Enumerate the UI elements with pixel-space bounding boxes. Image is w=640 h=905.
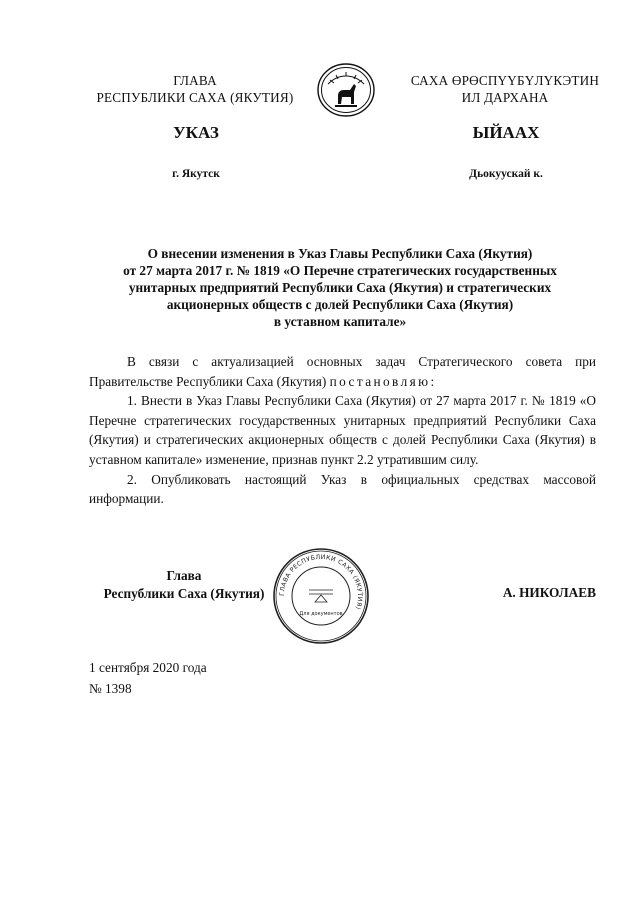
republic-emblem-icon — [316, 62, 376, 118]
header-left-line2: РЕСПУБЛИКИ САХА (ЯКУТИЯ) — [96, 90, 294, 105]
signature-position-line1: Глава — [166, 568, 202, 583]
seal-ring-text: ГЛАВА РЕСПУБЛИКИ САХА (ЯКУТИЯ) — [278, 553, 364, 611]
header-right-line2: ИЛ ДАРХАНА — [461, 90, 549, 105]
document-title — [80, 245, 600, 330]
signatory-name: А. НИКОЛАЕВ — [502, 585, 596, 600]
signature-position-line2: Республики Саха (Якутия) — [103, 586, 265, 601]
city-sakha: Дьокуускай к. — [469, 168, 543, 180]
document-body — [89, 352, 596, 509]
header-left — [70, 72, 320, 106]
header-right — [380, 72, 630, 106]
header-right-line1: САХА ӨРӨСПҮҮБҮЛҮКЭТИН — [410, 73, 600, 88]
title-line: в уставном капитале» — [273, 314, 407, 329]
title-line: О внесении изменения в Указ Главы Республики Саха (Якутия) — [147, 246, 533, 261]
signature-position — [89, 567, 279, 603]
title-line: от 27 марта 2017 г. № 1819 «О Перечне стратегических государственных — [123, 263, 557, 278]
official-seal — [272, 547, 370, 645]
decree-label-ru: УКАЗ — [173, 123, 219, 142]
decree-number: № 1398 — [89, 681, 132, 696]
seal-center-text: Для документов — [299, 611, 343, 617]
item-1: 1. Внести в Указ Главы Республики Саха (Якутия) от 27 марта 2017 г. № 1819 «О Перечне стратегических государственных унитарных предприятий Республики Саха (Якутия) и стратегических акционерных обществ с долей Республики Саха (Якутия) в уставном капитале» изменение, признав пункт 2.2 утратившим силу. — [89, 393, 596, 467]
decree-label-sakha: ЫЙААХ — [472, 123, 540, 142]
intro-paragraph — [89, 352, 596, 391]
item-2: 2. Опубликовать настоящий Указ в официальных средствах массовой информации. — [89, 471, 596, 507]
decree-word: постановляю: — [329, 373, 437, 389]
decree-date: 1 сентября 2020 года — [89, 660, 207, 675]
header-left-line1: ГЛАВА — [173, 73, 217, 88]
title-line: унитарных предприятий Республики Саха (Якутия) и стратегических — [128, 280, 552, 295]
document-footer — [89, 657, 207, 699]
city-ru: г. Якутск — [172, 168, 220, 180]
title-line: акционерных обществ с долей Республики Саха (Якутия) — [166, 297, 514, 312]
intro-text: В связи с актуализацией основных задач Стратегического совета при Правительстве Республики Саха (Якутия) — [89, 354, 596, 389]
